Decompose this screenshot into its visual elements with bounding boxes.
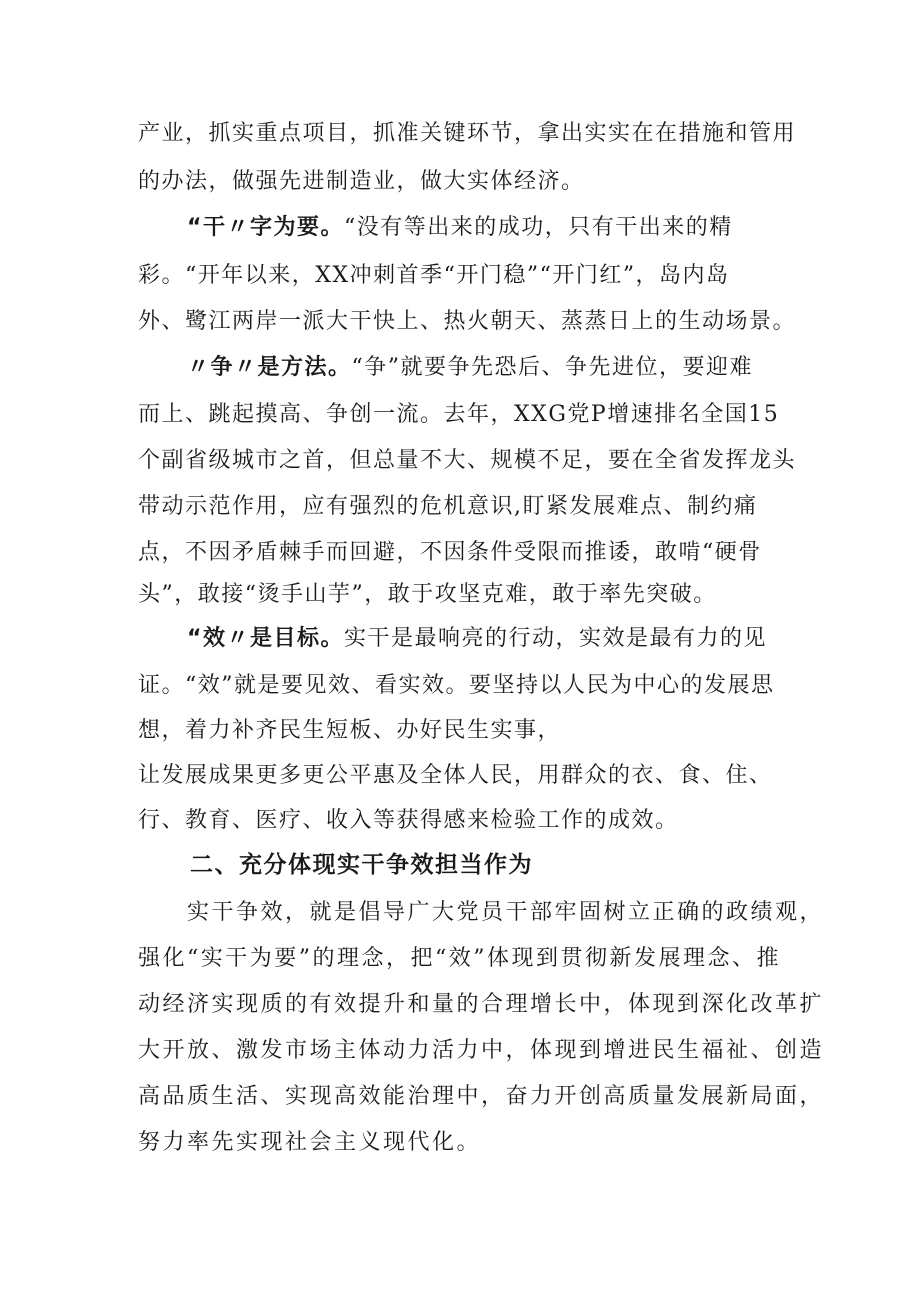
text-line: 想，着力补齐民生短板、办好民生实事， — [138, 718, 562, 743]
paragraph-lead: “效〃是目标。 — [187, 626, 344, 651]
text-line: 点，不因矛盾棘手而回避，不因条件受限而推诿，敢啃“硬骨 — [138, 540, 762, 565]
paragraph-lead: “干〃字为要。 — [187, 215, 344, 240]
text-line: 外、鹭江两岸一派大干快上、热火朝天、蒸蒸日上的生动场景。 — [138, 309, 797, 334]
text-line: 动经济实现质的有效提升和量的合理增长中，体现到深化改革扩 — [138, 992, 825, 1017]
text-line: 带动示范作用，应有强烈的危机意识,盯紧发展难点、制约痛 — [138, 494, 758, 519]
paragraph-lead: 〃争〃是方法。 — [187, 355, 352, 380]
text-line: 努力率先实现社会主义现代化。 — [138, 1130, 482, 1155]
text-line: 个副省级城市之首，但总量不大、规模不足，要在全省发挥龙头 — [138, 448, 797, 473]
text-line: 头”，敢接“烫手山芋”，敢于攻坚克难，敢于率先突破。 — [138, 582, 717, 607]
text-line: 高品质生活、实现高效能治理中，奋力开创高质量发展新局面， — [138, 1084, 825, 1109]
text-line: 而上、跳起摸高、争创一流。去年，XXG党P增速排名全国15 — [138, 402, 780, 427]
section-heading: 二、充分体现实干争效担当作为 — [190, 852, 533, 878]
text-line: 实干争效，就是倡导广大党员干部牢固树立正确的政绩观， — [187, 900, 825, 925]
paragraph-gan — [187, 213, 733, 243]
text-line: 让发展成果更多更公平惠及全体人民，用群众的衣、食、住、 — [138, 763, 773, 788]
paragraph-xiao — [187, 624, 767, 654]
text-line: 证。“效”就是要见效、看实效。要坚持以人民为中心的发展思 — [138, 673, 775, 698]
text-line: “争”就要争先恐后、争先进位，要迎难 — [351, 355, 754, 380]
text-line: 大开放、激发市场主体动力活力中，体现到增进民生福祉、创造 — [138, 1038, 825, 1063]
text-line: 强化“实干为要”的理念，把“效”体现到贯彻新发展理念、推 — [138, 946, 781, 971]
text-line: 行、教育、医疗、收入等获得感来检验工作的成效。 — [138, 808, 679, 833]
text-line: 产业，抓实重点项目，抓准关键环节，拿出实实在在措施和管用 — [138, 121, 797, 146]
text-line: 彩。“开年以来，XX冲刺首季“开门稳”“开门红”，岛内岛 — [138, 263, 730, 288]
text-line: “没有等出来的成功，只有干出来的精 — [343, 215, 733, 240]
paragraph-zheng — [187, 353, 753, 383]
text-line: 实干是最响亮的行动，实效是最有力的见 — [343, 626, 767, 651]
text-line: 的办法，做强先进制造业，做大实体经济。 — [138, 169, 585, 194]
